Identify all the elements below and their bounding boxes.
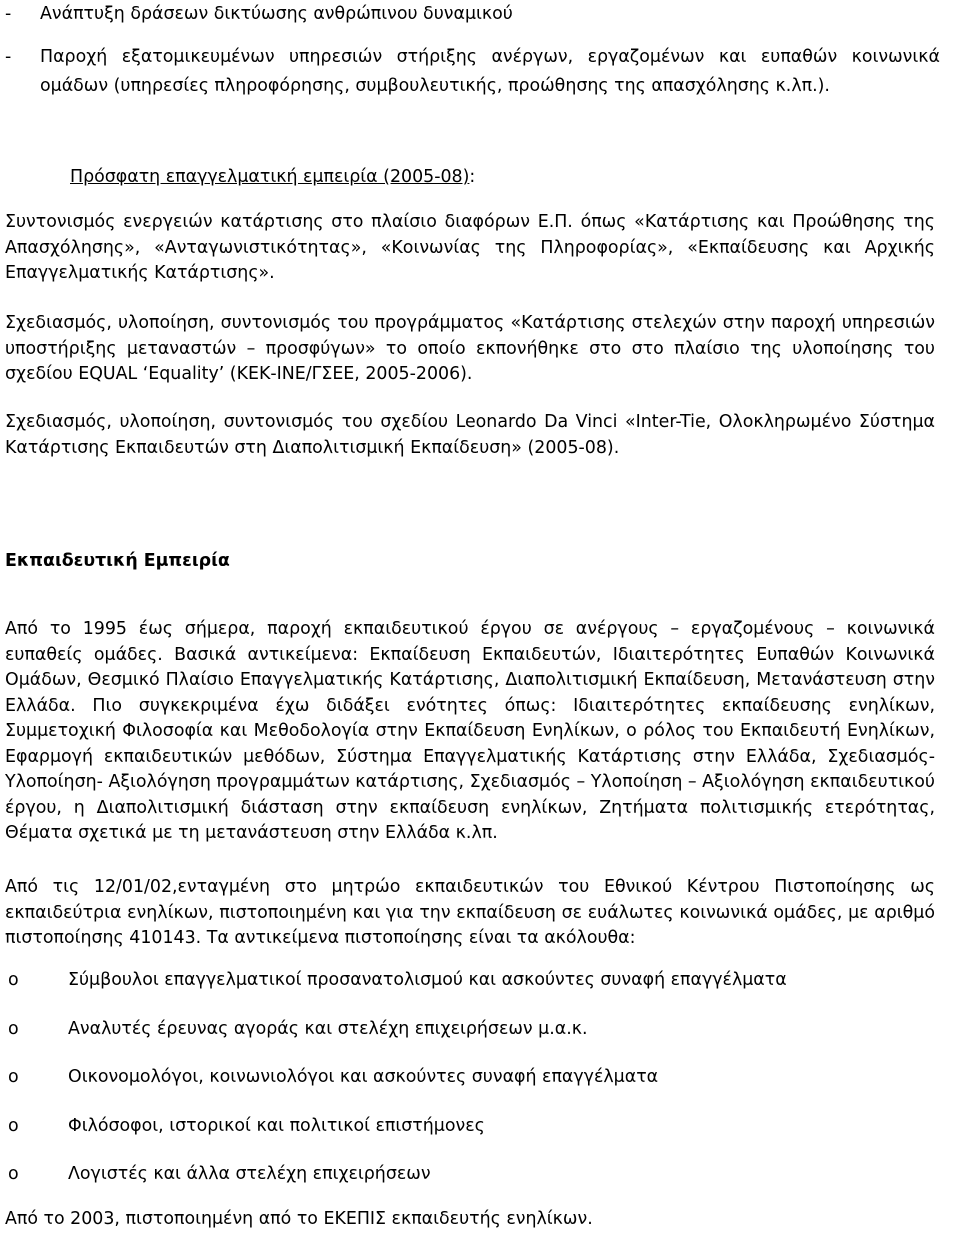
list-item — [5, 968, 935, 1017]
recent-experience-heading — [70, 165, 475, 190]
recent-experience-heading-text: Πρόσφατη επαγγελματική εμπειρία (2005-08) — [70, 167, 470, 187]
dash-list-item-text: Παροχή εξατομικευμένων υπηρεσιών στήριξης ανέργων, εργαζομένων και ευπαθών κοινωνικά ομάδων (υπηρεσίες πληροφόρησης, συμβουλευτικής, προώθησης της απασχόλησης κ.λπ.). — [40, 47, 940, 96]
experience-paragraph: Σχεδιασμός, υλοποίηση, συντονισμός του προγράμματος «Κατάρτισης στελεχών στην παροχή υπηρεσιών υποστήριξης μεταναστών – προσφύγων» το οποίο εκπονήθηκε στο στο πλαίσιο της υλοποίησης του σχεδίου EQUAL ‘Equality’ (ΚΕΚ-ΙΝΕ/ΓΣΕΕ, 2005-2006). — [5, 313, 935, 384]
list-item — [5, 1065, 935, 1114]
experience-paragraph: Συντονισμός ενεργειών κατάρτισης στο πλαίσιο διαφόρων Ε.Π. όπως «Κατάρτισης και Προώθησης της Απασχόλησης», «Ανταγωνιστικότητας», «Κοινωνίας της Πληροφορίας», «Εκπαίδευσης και Αρχικής Επαγγελματικής Κατάρτισης». — [5, 212, 935, 283]
list-item-text: Αναλυτές έρευνας αγοράς και στελέχη επιχειρήσεων μ.α.κ. — [68, 1018, 588, 1039]
list-item — [5, 1114, 935, 1163]
closing-paragraph: Από το 2003, πιστοποιημένη από το ΕΚΕΠΙΣ εκπαιδευτής ενηλίκων. — [5, 1209, 593, 1229]
bullet-marker: o — [8, 970, 19, 990]
list-item-text: Οικονομολόγοι, κοινωνιολόγοι και ασκούντες συναφή επαγγέλματα — [68, 1067, 659, 1087]
certification-paragraph: Από τις 12/01/02,ενταγμένη στο μητρώο εκπαιδευτικών του Εθνικού Κέντρου Πιστοποίησης ως εκπαιδεύτρια ενηλίκων, πιστοποιημένη και για την εκπαίδευση σε ευάλωτες κοινωνικά ομάδες, με αριθμό πιστοποίησης 410143. Τα αντικείμενα πιστοποίησης είναι τα ακόλουθα: — [5, 877, 935, 948]
dash-list-item — [5, 0, 940, 29]
dash-marker: - — [5, 47, 12, 67]
teaching-experience-heading: Εκπαιδευτική Εμπειρία — [5, 551, 230, 571]
dash-list-item-text: Ανάπτυξη δράσεων δικτύωσης ανθρώπινου δυναμικού — [40, 4, 513, 24]
list-item-text: Λογιστές και άλλα στελέχη επιχειρήσεων — [68, 1164, 431, 1184]
dash-list-item — [5, 43, 940, 101]
dash-marker: - — [5, 4, 12, 24]
list-item-text: Σύμβουλοι επαγγελματικοί προσανατολισμού και ασκούντες συναφή επαγγέλματα — [68, 970, 787, 990]
experience-paragraph: Σχεδιασμός, υλοποίηση, συντονισμός του σχεδίου Leonardo Da Vinci «Inter-Tie, Ολοκληρωμένο Σύστημα Κατάρτισης Εκπαιδευτών στη Διαπολιτισμική Εκπαίδευση» (2005-08). — [5, 412, 935, 458]
teaching-paragraph: Από το 1995 έως σήμερα, παροχή εκπαιδευτικού έργου σε ανέργους – εργαζομένους – κοινωνικά ευπαθείς ομάδες. Βασικά αντικείμενα: Εκπαίδευση Εκπαιδευτών, Ιδιαιτερότητες Ευπαθών Κοινωνικά Ομάδων, Θεσμικό Πλαίσιο Επαγγελματικής Κατάρτισης, Διαπολιτισμική Εκπαίδευση, Μετανάστευση στην Ελλάδα. Πιο συγκεκριμένα έχω διδάξει ενότητες όπως: Ιδιαιτερότητες εκπαίδευσης ενηλίκων, Συμμετοχική Φιλοσοφία και Μεθοδολογία στην Εκπαίδευση Ενηλίκων, ο ρόλος του Εκπαιδευτή Ενηλίκων, Εφαρμογή εκπαιδευτικών μεθόδων, Σύστημα Επαγγελματικής Κατάρτισης στην Ελλάδα, Σχεδιασμός-Υλοποίηση- Αξιολόγηση προγραμμάτων κατάρτισης, Σχεδιασμός – Υλοποίηση – Αξιολόγηση εκπαιδευτικού έργου, η Διαπολιτισμική διάσταση στην εκπαίδευση ενηλίκων, Ζητήματα πολιτισμικής ετερότητας, Θέματα σχετικά με τη μετανάστευση στην Ελλάδα κ.λπ. — [5, 619, 935, 843]
bullet-marker: o — [8, 1164, 19, 1184]
bullet-marker: o — [8, 1067, 19, 1087]
recent-experience-heading-suffix: : — [469, 167, 476, 187]
list-item-text: Φιλόσοφοι, ιστορικοί και πολιτικοί επιστήμονες — [68, 1115, 485, 1136]
certification-subjects-list — [5, 968, 935, 1211]
list-item — [5, 1017, 935, 1066]
list-item — [5, 1162, 935, 1211]
bullet-marker: o — [8, 1115, 19, 1136]
bullet-marker: o — [8, 1018, 19, 1039]
